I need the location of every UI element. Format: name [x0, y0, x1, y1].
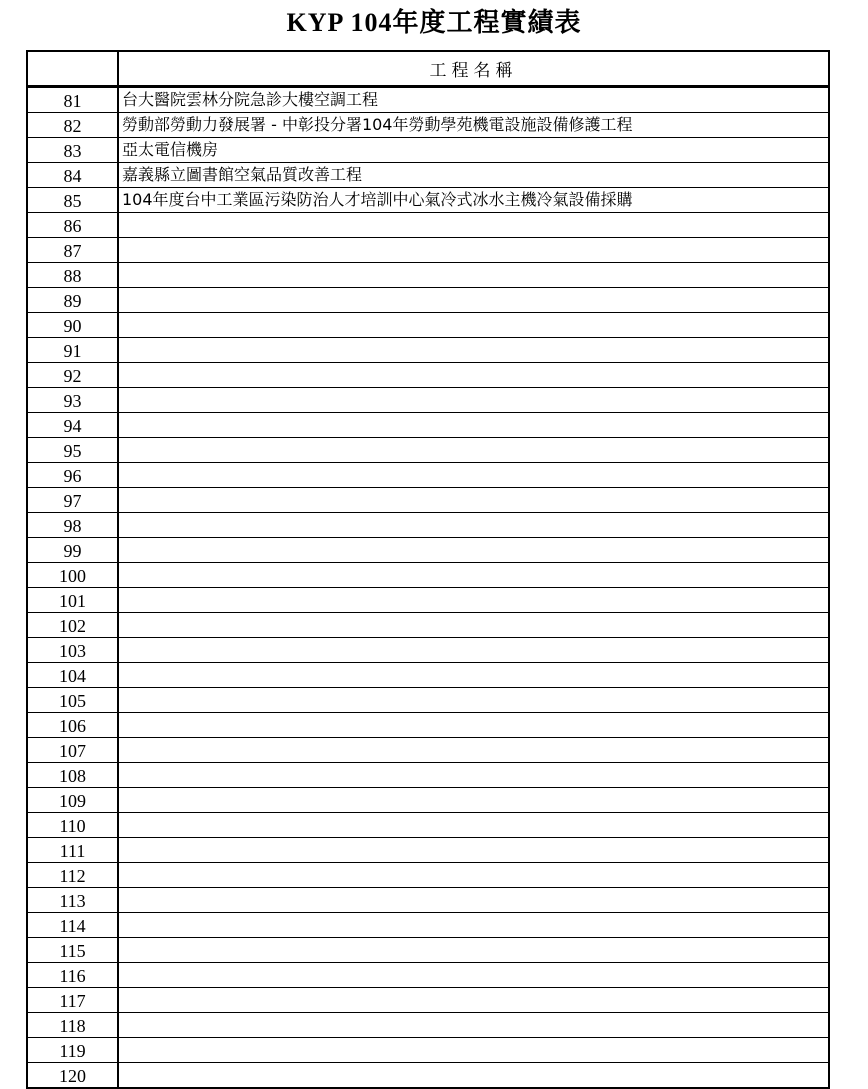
project-name-cell [118, 262, 829, 287]
project-name-cell [118, 612, 829, 637]
table-row [27, 387, 829, 412]
row-number: 93 [27, 387, 118, 412]
row-number: 82 [27, 112, 118, 137]
table-body [27, 86, 829, 1088]
table-row [27, 487, 829, 512]
project-name-cell [118, 287, 829, 312]
table-row [27, 162, 829, 187]
project-record-table [26, 50, 830, 1089]
table-row [27, 187, 829, 212]
project-name-cell [118, 587, 829, 612]
table-row [27, 762, 829, 787]
project-name-cell [118, 737, 829, 762]
table-row [27, 86, 829, 112]
project-name-cell: 亞太電信機房 [118, 137, 829, 162]
project-name-cell [118, 712, 829, 737]
project-name-cell [118, 362, 829, 387]
project-name-cell [118, 1062, 829, 1088]
row-number: 120 [27, 1062, 118, 1088]
table-row [27, 412, 829, 437]
project-name-cell [118, 762, 829, 787]
table-row [27, 262, 829, 287]
table-row [27, 287, 829, 312]
table-row [27, 637, 829, 662]
table-row [27, 662, 829, 687]
row-number: 101 [27, 587, 118, 612]
table-row [27, 537, 829, 562]
row-number: 87 [27, 237, 118, 262]
row-number: 118 [27, 1012, 118, 1037]
row-number: 91 [27, 337, 118, 362]
row-number: 100 [27, 562, 118, 587]
project-name-cell [118, 862, 829, 887]
table-row [27, 337, 829, 362]
row-number: 81 [27, 86, 118, 112]
table-row [27, 312, 829, 337]
row-number: 112 [27, 862, 118, 887]
row-number: 84 [27, 162, 118, 187]
row-number: 107 [27, 737, 118, 762]
project-name-cell [118, 562, 829, 587]
table-row [27, 612, 829, 637]
project-name-cell [118, 462, 829, 487]
table-row [27, 737, 829, 762]
table-row [27, 137, 829, 162]
table-row [27, 362, 829, 387]
table-row [27, 1062, 829, 1088]
table-header-row [27, 51, 829, 86]
table-row [27, 937, 829, 962]
project-name-cell [118, 962, 829, 987]
number-column-header [27, 51, 118, 86]
project-name-cell [118, 887, 829, 912]
page-title: KYP 104年度工程實績表 [286, 8, 582, 37]
table-row [27, 212, 829, 237]
project-name-cell [118, 512, 829, 537]
table-row [27, 237, 829, 262]
table-row [27, 962, 829, 987]
row-number: 99 [27, 537, 118, 562]
row-number: 110 [27, 812, 118, 837]
project-name-cell: 104年度台中工業區污染防治人才培訓中心氣冷式冰水主機冷氣設備採購 [118, 187, 829, 212]
project-name-cell [118, 937, 829, 962]
row-number: 116 [27, 962, 118, 987]
row-number: 108 [27, 762, 118, 787]
row-number: 114 [27, 912, 118, 937]
project-name-cell [118, 1037, 829, 1062]
project-name-cell [118, 687, 829, 712]
project-name-cell [118, 537, 829, 562]
project-name-cell [118, 787, 829, 812]
table-row [27, 712, 829, 737]
table-row [27, 587, 829, 612]
table-row [27, 512, 829, 537]
row-number: 97 [27, 487, 118, 512]
table-row [27, 562, 829, 587]
project-name-cell [118, 412, 829, 437]
row-number: 113 [27, 887, 118, 912]
project-name-cell [118, 312, 829, 337]
row-number: 115 [27, 937, 118, 962]
table-row [27, 462, 829, 487]
row-number: 89 [27, 287, 118, 312]
project-name-column-header: 工程名稱 [118, 51, 829, 86]
row-number: 117 [27, 987, 118, 1012]
table-row [27, 812, 829, 837]
table-row [27, 1012, 829, 1037]
row-number: 111 [27, 837, 118, 862]
row-number: 103 [27, 637, 118, 662]
row-number: 102 [27, 612, 118, 637]
project-name-cell: 勞動部勞動力發展署 - 中彰投分署104年勞動學苑機電設施設備修護工程 [118, 112, 829, 137]
row-number: 92 [27, 362, 118, 387]
table-row [27, 437, 829, 462]
project-name-cell [118, 212, 829, 237]
project-name-cell [118, 637, 829, 662]
table-row [27, 112, 829, 137]
project-name-cell: 嘉義縣立圖書館空氣品質改善工程 [118, 162, 829, 187]
table-row [27, 887, 829, 912]
row-number: 98 [27, 512, 118, 537]
table-row [27, 862, 829, 887]
row-number: 119 [27, 1037, 118, 1062]
row-number: 86 [27, 212, 118, 237]
project-name-cell [118, 237, 829, 262]
row-number: 106 [27, 712, 118, 737]
table-row [27, 912, 829, 937]
row-number: 104 [27, 662, 118, 687]
project-name-cell [118, 812, 829, 837]
project-name-cell [118, 487, 829, 512]
row-number: 85 [27, 187, 118, 212]
project-name-cell [118, 437, 829, 462]
project-name-cell [118, 1012, 829, 1037]
row-number: 95 [27, 437, 118, 462]
project-name-cell [118, 662, 829, 687]
project-name-cell [118, 837, 829, 862]
row-number: 109 [27, 787, 118, 812]
row-number: 88 [27, 262, 118, 287]
row-number: 90 [27, 312, 118, 337]
row-number: 96 [27, 462, 118, 487]
project-name-cell [118, 912, 829, 937]
table-row [27, 787, 829, 812]
project-name-cell [118, 387, 829, 412]
row-number: 83 [27, 137, 118, 162]
row-number: 94 [27, 412, 118, 437]
project-name-cell [118, 987, 829, 1012]
project-name-cell: 台大醫院雲林分院急診大樓空調工程 [118, 86, 829, 112]
table-row [27, 837, 829, 862]
table-row [27, 987, 829, 1012]
table-row [27, 1037, 829, 1062]
table-row [27, 687, 829, 712]
row-number: 105 [27, 687, 118, 712]
project-name-cell [118, 337, 829, 362]
